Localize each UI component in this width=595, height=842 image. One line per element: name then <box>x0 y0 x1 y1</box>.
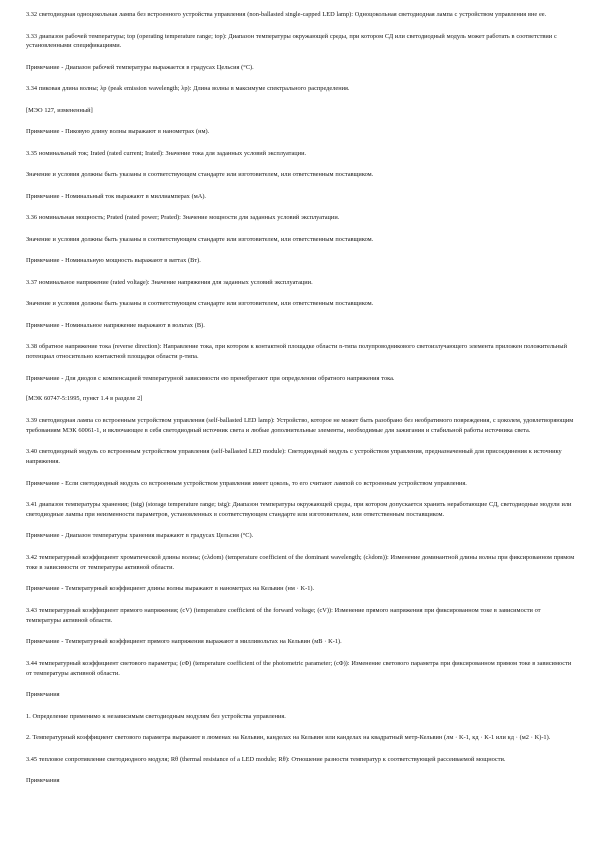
term-3-34: 3.34 пиковая длина волны; λp (peak emission wavelength; λp): Длина волны в максимуме спектрального распределения. <box>26 85 350 93</box>
note-3-37: Примечание - Номинальное напряжение выражают в вольтах (В). <box>26 321 205 329</box>
term-3-43: 3.43 температурный коэффициент прямого напряжения; (cV) (temperature coefficient of the forward voltage; (cV)): Изменение прямого напряжения при фиксированном токе в зависимости от температуры активной области. <box>26 606 541 624</box>
reference-3-38: [МЭК 60747-5:1995, пункт 1.4 в разделе 2] <box>26 395 143 403</box>
reference-3-34: [МЭО 127, измененный] <box>26 106 93 114</box>
note-3-40: Примечание - Если светодиодный модуль со встроенным устройством управления имеет цоколь, то его считают лампой со встроенным устройством управления. <box>26 479 467 487</box>
note-3-35: Примечание - Номинальный ток выражают в миллиамперах (мА). <box>26 192 207 200</box>
term-3-33: 3.33 диапазон рабочей температуры; top (operating temperature range; top): Диапазон температуры окружающей среды, при котором СД или светодиодный модуль может работать в соответствии с установленными спецификациями. <box>26 32 557 50</box>
note-3-34: Примечание - Пиковую длину волны выражают в нанометрах (нм). <box>26 128 210 136</box>
note-3-33: Примечание - Диапазон рабочей температуры выражается в градусах Цельсия (°С). <box>26 63 254 71</box>
note-3-41: Примечание - Диапазон температуры хранения выражают в градусах Цельсия (°С). <box>26 532 254 540</box>
term-3-42: 3.42 температурный коэффициент хроматической длины волны; (cλdom) (temperature coefficient of the dominant wavelength; (cλdom)): Изменение доминантной длины волны при фиксированном прямом токе в зависимости от температуры активной области. <box>26 553 575 571</box>
note-3-38: Примечание - Для диодов с компенсацией температурной зависимости ею пренебрегают при определении обратного напряжения тока. <box>26 374 395 382</box>
clause-3-37: Значение и условия должны быть указаны в соответствующем стандарте или изготовителем, или ответственным поставщиком. <box>26 300 374 308</box>
term-3-44: 3.44 температурный коэффициент светового параметра; (cΦ) (temperature coefficient of the photometric parameter; (cΦ)): Изменение светового параметра при фиксированном прямом токе в зависимости от температуры активной области. <box>26 659 572 677</box>
note-3-36: Примечание - Номинальную мощность выражают в ваттах (Вт). <box>26 257 201 265</box>
clause-3-35: Значение и условия должны быть указаны в соответствующем стандарте или изготовителем, или ответственным поставщиком. <box>26 171 374 179</box>
note-3-42: Примечание - Температурный коэффициент длины волны выражают в нанометрах на Кельвин (нм · K-1). <box>26 585 315 593</box>
term-3-32: 3.32 светодиодная одноцокольная лампа без встроенного устройства управления (non-ballasted single-capped LED lamp): Одноцокольная светодиодная лампа с устройством управления вне ее. <box>26 11 547 18</box>
note-3-44-2: 2. Температурный коэффициент светового параметра выражают в люменах на Кельвин, канделах на Кельвин или канделах на квадратный метр-Кельвин (лм · K-1, кд · K-1 или кд · (м2 · K)-1). <box>26 734 551 742</box>
term-3-40: 3.40 светодиодный модуль со встроенным устройством управления (self-ballasted LED module): Светодиодный модуль с устройством управления, предназначенный для присоединения к источнику напряжения. <box>26 448 562 466</box>
term-3-36: 3.36 номинальная мощность; Prated (rated power; Prated): Значение мощности для заданных условий эксплуатации. <box>26 214 340 222</box>
term-3-37: 3.37 номинальное напряжение (rated voltage): Значение напряжения для заданных условий эксплуатации. <box>26 278 313 286</box>
clause-3-36: Значение и условия должны быть указаны в соответствующем стандарте или изготовителем, или ответственным поставщиком. <box>26 235 374 243</box>
notes-heading-3-44: Примечания <box>26 691 60 699</box>
note-3-43: Примечание - Температурный коэффициент прямого напряжения выражают в милливольтах на Кельвин (мВ · K-1). <box>26 638 342 646</box>
note-3-44-1: 1. Определение применимо к независимым светодиодным модулям без устройства управления. <box>26 712 286 720</box>
term-3-45: 3.45 тепловое сопротивление светодиодного модуля; Rθ (thermal resistance of a LED module; Rθ): Отношение разности температур к соответствующей рассеиваемой мощности. <box>26 755 506 763</box>
term-3-41: 3.41 диапазон температуры хранения; (tstg) (storage temperature range; tstg): Диапазон температуры окружающей среды, при котором допускается хранить неработающие СД, светодиодные модули или светодиодные лампы при неизменности параметров, установленных в соответствующем стандарте или изготовителем, или ответственным поставщиком. <box>26 501 572 518</box>
term-3-35: 3.35 номинальный ток; Irated (rated current; Irated): Значение тока для заданных условий эксплуатации. <box>26 149 307 157</box>
term-3-39: 3.39 светодиодная лампа со встроенным устройством управления (self-ballasted LED lamp): Устройство, которое не может быть разобрано без необратимого повреждения, с цоколем, удовлетворяющим требованиям МЭК 60061-1, и включающее в себя светодиодный источник света и любые дополнительные элементы, необходимые для зажигания и стабильной работы источника света. <box>26 416 574 434</box>
term-3-38: 3.38 обратное напряжение тока (reverse direction): Направление тока, при котором к контактной площадке области n-типа полупроводникового светоизлучающего элемента приложен положительный потенциал относительно контактной площадки области p-типа. <box>26 343 567 361</box>
notes-heading-3-45: Примечания <box>26 777 60 785</box>
